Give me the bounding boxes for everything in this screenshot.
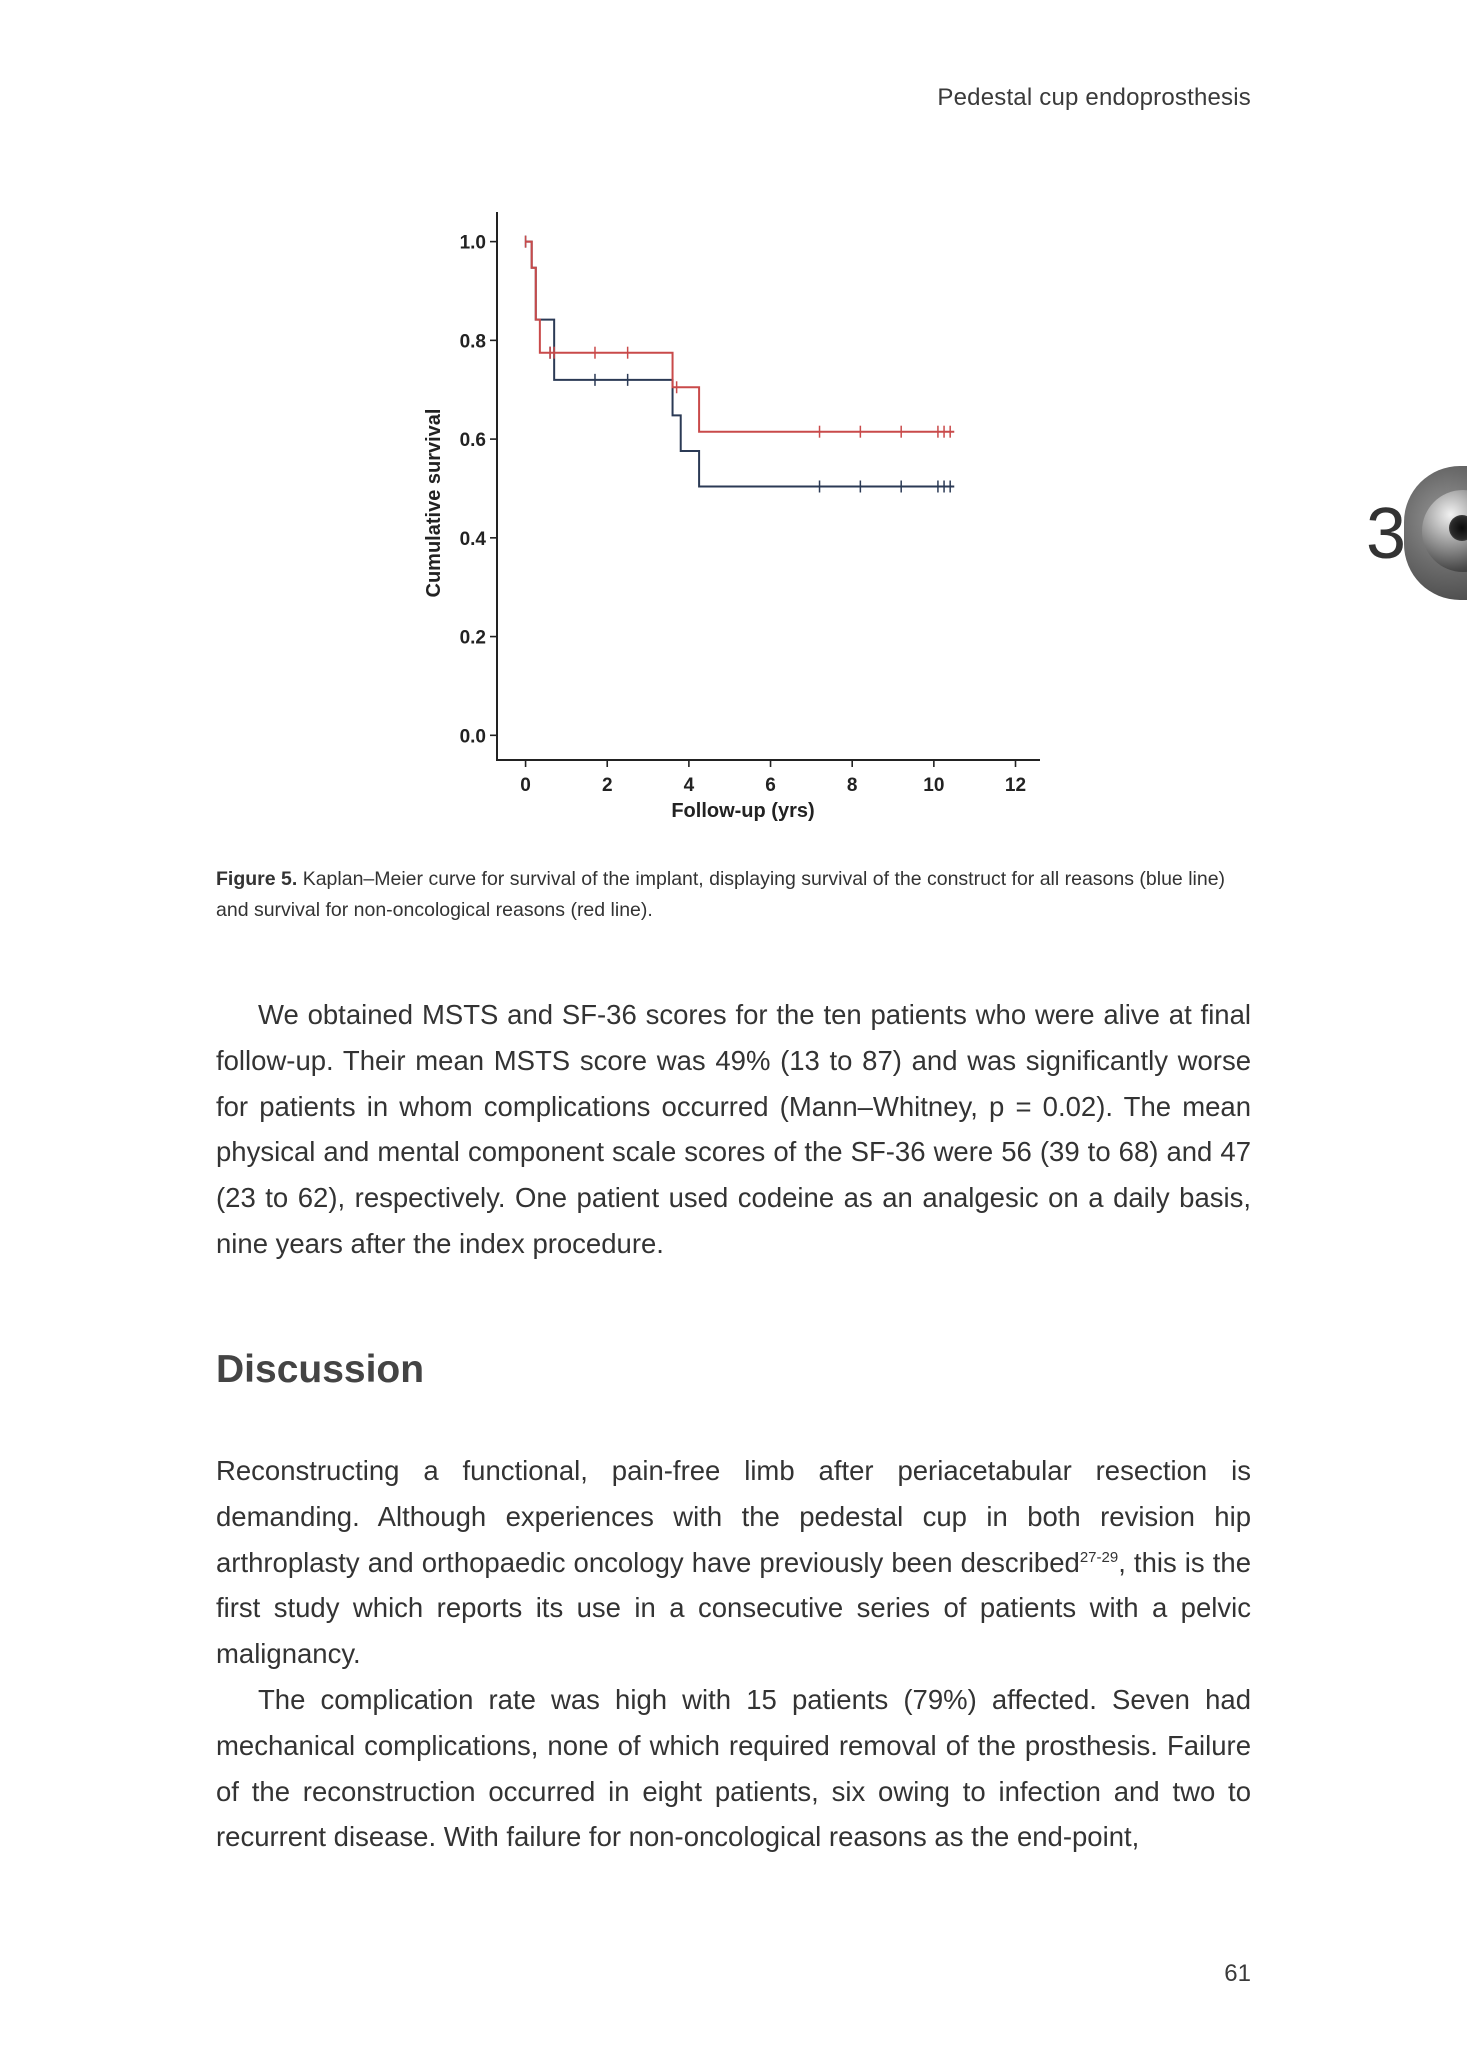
discussion-paragraph-2: The complication rate was high with 15 patients (79%) affected. Seven had mechanical complications, none of which required removal of the prosthesis. Failure of the reconstruction occurred in eight patients, six owing to infection and two to recurrent disease. With failure for non-oncological reasons as the end-point, <box>216 1684 1251 1853</box>
figure-caption <box>216 864 1251 926</box>
series-line-all-reasons <box>526 242 955 487</box>
y-tick-label: 1.0 <box>459 232 486 254</box>
kaplan-meier-chart <box>0 0 1467 840</box>
chart-series <box>526 236 955 493</box>
x-tick-label: 4 <box>683 775 695 796</box>
y-axis-title: Cumulative survival <box>423 408 445 598</box>
chart-ticks <box>460 233 1026 796</box>
series-line-non-oncological <box>526 242 955 432</box>
y-tick-label: 0.6 <box>459 430 486 452</box>
x-axis-title: Follow-up (yrs) <box>671 800 815 822</box>
discussion-paragraph-1-text-a: Reconstructing a functional, pain-free limb after periacetabular resection is demanding. Although experiences with the pedestal cup in both revision hip arthroplasty and orthopaedic oncology have previously been described <box>216 1455 1251 1578</box>
results-paragraph: We obtained MSTS and SF-36 scores for the ten patients who were alive at final follow-up. Their mean MSTS score was 49% (13 to 87) and was significantly worse for patients in whom complications occurred (Mann–Whitney, p = 0.02). The mean physical and mental component scale scores of the SF-36 were 56 (39 to 68) and 47 (23 to 62), respectively. One patient used codeine as an analgesic on a daily basis, nine years after the index procedure. <box>216 999 1251 1259</box>
y-tick-label: 0.8 <box>459 331 486 353</box>
figure-label: Figure 5. <box>216 868 298 890</box>
reference-superscript: 27-29 <box>1079 1548 1119 1566</box>
x-tick-label: 2 <box>601 775 613 796</box>
x-tick-label: 12 <box>1004 775 1027 796</box>
chapter-number: 3 <box>1366 494 1407 574</box>
figure-caption-text: Kaplan–Meier curve for survival of the implant, displaying survival of the construct for all reasons (blue line) and survival for non-oncological reasons (red line). <box>216 868 1226 921</box>
section-heading-discussion: Discussion <box>216 1348 425 1391</box>
discussion-paragraph-1 <box>216 1448 1251 1677</box>
y-tick-label: 0.2 <box>459 627 486 649</box>
y-tick-label: 0.0 <box>459 726 486 748</box>
x-tick-label: 8 <box>846 775 858 796</box>
discussion-paragraph-1-text-b: , this is the first study which reports its use in a consecutive series of patients with a pelvic malignancy. <box>216 1546 1251 1670</box>
running-header: Pedestal cup endoprosthesis <box>937 84 1251 111</box>
y-tick-label: 0.4 <box>459 528 486 550</box>
x-tick-label: 6 <box>765 775 776 796</box>
x-tick-label: 0 <box>520 775 531 796</box>
page-number: 61 <box>1224 1960 1251 1987</box>
x-tick-label: 10 <box>923 775 945 796</box>
